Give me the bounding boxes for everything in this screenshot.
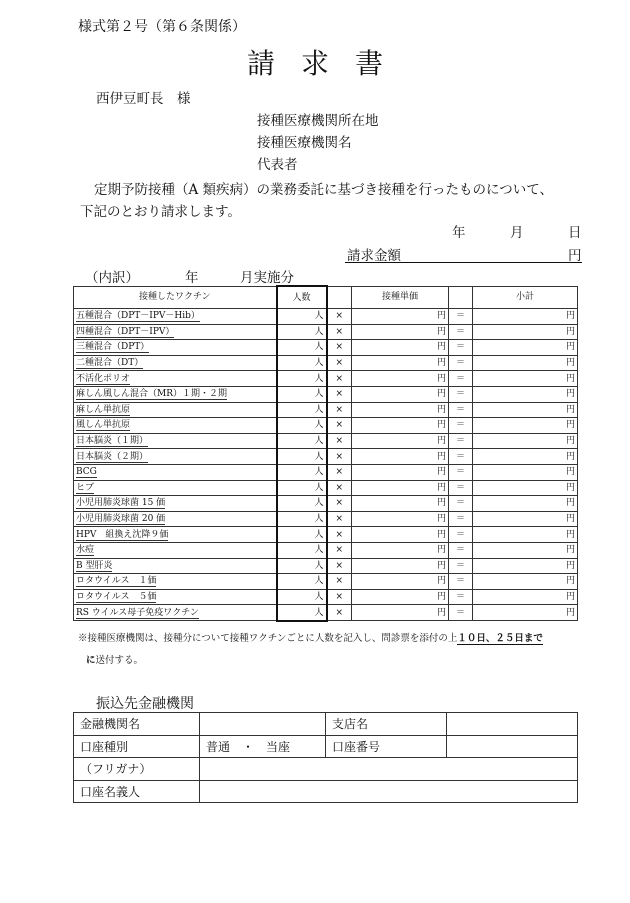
- subtotal-cell[interactable]: 円: [473, 480, 578, 496]
- account-number-label: 口座番号: [326, 735, 447, 758]
- bank-branch-field[interactable]: [447, 713, 578, 736]
- vaccine-name: ロタウイルス ５価: [74, 589, 277, 605]
- header-persons: 人数: [277, 286, 327, 309]
- note-line-2: に送付する。: [86, 655, 144, 666]
- multiply-sign: ×: [327, 371, 352, 387]
- breakdown-year: 年: [185, 270, 199, 286]
- multiply-sign: ×: [327, 574, 352, 590]
- subtotal-cell[interactable]: 円: [473, 527, 578, 543]
- form-number: 様式第２号（第６条関係）: [78, 19, 246, 35]
- header-unit-price: 接種単価: [352, 286, 449, 309]
- table-row: [74, 574, 578, 590]
- subtotal-cell[interactable]: 円: [473, 340, 578, 356]
- multiply-sign: ×: [327, 324, 352, 340]
- subtotal-cell[interactable]: 円: [473, 433, 578, 449]
- table-row: [74, 402, 578, 418]
- equals-sign: ＝: [449, 309, 473, 325]
- equals-sign: ＝: [449, 324, 473, 340]
- persons-cell[interactable]: 人: [277, 480, 327, 496]
- equals-sign: ＝: [449, 527, 473, 543]
- vaccine-name: BCG: [74, 464, 277, 480]
- persons-cell[interactable]: 人: [277, 449, 327, 465]
- date-day: 日: [568, 225, 582, 241]
- vaccine-name: 麻しん単抗原: [74, 402, 277, 418]
- table-row: [74, 496, 578, 512]
- unit-price-cell[interactable]: 円: [352, 449, 449, 465]
- table-row: [74, 464, 578, 480]
- header-subtotal: 小計: [473, 286, 578, 309]
- claim-amount-unit: 円: [568, 248, 582, 264]
- multiply-sign: ×: [327, 480, 352, 496]
- vaccine-name: RS ウイルス母子免疫ワクチン: [74, 605, 277, 621]
- request-text-line-1: 定期予防接種（A 類疾病）の業務委託に基づき接種を行ったものについて、: [94, 182, 553, 198]
- claim-amount-label: 請求金額: [347, 248, 401, 264]
- subtotal-cell[interactable]: 円: [473, 574, 578, 590]
- unit-price-cell[interactable]: 円: [352, 558, 449, 574]
- subtotal-cell[interactable]: 円: [473, 386, 578, 402]
- page-title: 請求書: [246, 47, 409, 80]
- equals-sign: ＝: [449, 355, 473, 371]
- bank-table: [73, 712, 578, 803]
- subtotal-cell[interactable]: 円: [473, 355, 578, 371]
- multiply-sign: ×: [327, 542, 352, 558]
- persons-cell[interactable]: 人: [277, 605, 327, 621]
- subtotal-cell[interactable]: 円: [473, 558, 578, 574]
- equals-sign: ＝: [449, 449, 473, 465]
- subtotal-cell[interactable]: 円: [473, 402, 578, 418]
- unit-price-cell[interactable]: 円: [352, 371, 449, 387]
- equals-sign: ＝: [449, 480, 473, 496]
- vaccine-name: 日本脳炎（１期）: [74, 433, 277, 449]
- claim-amount-line[interactable]: [345, 262, 582, 263]
- multiply-sign: ×: [327, 309, 352, 325]
- unit-price-cell[interactable]: 円: [352, 340, 449, 356]
- unit-price-cell[interactable]: 円: [352, 605, 449, 621]
- persons-cell[interactable]: 人: [277, 511, 327, 527]
- subtotal-cell[interactable]: 円: [473, 309, 578, 325]
- bank-institution-label: 金融機関名: [74, 713, 200, 736]
- equals-sign: ＝: [449, 496, 473, 512]
- multiply-sign: ×: [327, 433, 352, 449]
- unit-price-cell[interactable]: 円: [352, 386, 449, 402]
- furigana-field[interactable]: [200, 758, 578, 781]
- vaccine-name: 水痘: [74, 542, 277, 558]
- vaccine-name: 小児用肺炎球菌 20 価: [74, 511, 277, 527]
- multiply-sign: ×: [327, 402, 352, 418]
- unit-price-cell[interactable]: 円: [352, 464, 449, 480]
- table-row: [74, 558, 578, 574]
- request-text-line-2: 下記のとおり請求します。: [80, 204, 241, 220]
- account-type-options[interactable]: 普通 ・ 当座: [200, 735, 326, 758]
- persons-cell[interactable]: 人: [277, 309, 327, 325]
- table-row: [74, 324, 578, 340]
- breakdown-label: （内訳）: [85, 270, 139, 286]
- addressee: 西伊豆町長 様: [96, 91, 191, 107]
- subtotal-cell[interactable]: 円: [473, 418, 578, 434]
- multiply-sign: ×: [327, 589, 352, 605]
- account-number-field[interactable]: [447, 735, 578, 758]
- subtotal-cell[interactable]: 円: [473, 464, 578, 480]
- vaccine-table: [73, 285, 578, 622]
- equals-sign: ＝: [449, 418, 473, 434]
- vaccine-name: 四種混合（DPT－IPV）: [74, 324, 277, 340]
- unit-price-cell[interactable]: 円: [352, 433, 449, 449]
- table-row: [74, 340, 578, 356]
- persons-cell[interactable]: 人: [277, 386, 327, 402]
- equals-sign: ＝: [449, 433, 473, 449]
- unit-price-cell[interactable]: 円: [352, 324, 449, 340]
- note-line-1: ※接種医療機関は、接種分について接種ワクチンごとに人数を記入し、問診票を添付の上１０日、２５日まで: [78, 633, 543, 644]
- unit-price-cell[interactable]: 円: [352, 527, 449, 543]
- persons-cell[interactable]: 人: [277, 402, 327, 418]
- account-holder-label: 口座名義人: [74, 780, 200, 803]
- table-row: [74, 418, 578, 434]
- unit-price-cell[interactable]: 円: [352, 355, 449, 371]
- unit-price-cell[interactable]: 円: [352, 542, 449, 558]
- bank-section-title: 振込先金融機関: [96, 696, 194, 712]
- persons-cell[interactable]: 人: [277, 418, 327, 434]
- vaccine-name: 三種混合（DPT）: [74, 340, 277, 356]
- account-type-label: 口座種別: [74, 735, 200, 758]
- subtotal-cell[interactable]: 円: [473, 542, 578, 558]
- subtotal-cell[interactable]: 円: [473, 371, 578, 387]
- equals-sign: ＝: [449, 542, 473, 558]
- persons-cell[interactable]: 人: [277, 589, 327, 605]
- unit-price-cell[interactable]: 円: [352, 496, 449, 512]
- vaccine-name: HPV 組換え沈降９価: [74, 527, 277, 543]
- vaccine-table-header: [74, 286, 578, 309]
- persons-cell[interactable]: 人: [277, 496, 327, 512]
- date-month: 月: [510, 225, 524, 241]
- multiply-sign: ×: [327, 355, 352, 371]
- table-row: [74, 371, 578, 387]
- table-row: [74, 309, 578, 325]
- subtotal-cell[interactable]: 円: [473, 605, 578, 621]
- multiply-sign: ×: [327, 496, 352, 512]
- multiply-sign: ×: [327, 464, 352, 480]
- table-row: [74, 511, 578, 527]
- persons-cell[interactable]: 人: [277, 355, 327, 371]
- persons-cell[interactable]: 人: [277, 574, 327, 590]
- subtotal-cell[interactable]: 円: [473, 511, 578, 527]
- subtotal-cell[interactable]: 円: [473, 589, 578, 605]
- breakdown-month-label: 月実施分: [240, 270, 294, 286]
- table-row: [74, 433, 578, 449]
- multiply-sign: ×: [327, 527, 352, 543]
- vaccine-name: ロタウイルス １価: [74, 574, 277, 590]
- representative-label: 代表者: [257, 157, 298, 173]
- table-row: [74, 355, 578, 371]
- persons-cell[interactable]: 人: [277, 542, 327, 558]
- equals-sign: ＝: [449, 386, 473, 402]
- vaccine-name: 日本脳炎（２期）: [74, 449, 277, 465]
- vaccine-name: 麻しん風しん混合（MR）１期・２期: [74, 386, 277, 402]
- vaccine-name: 風しん単抗原: [74, 418, 277, 434]
- persons-cell[interactable]: 人: [277, 527, 327, 543]
- multiply-sign: ×: [327, 605, 352, 621]
- table-row: [74, 542, 578, 558]
- bank-institution-field[interactable]: [200, 713, 326, 736]
- vaccine-name: 五種混合（DPT－IPV－Hib）: [74, 309, 277, 325]
- equals-sign: ＝: [449, 558, 473, 574]
- unit-price-cell[interactable]: 円: [352, 589, 449, 605]
- vaccine-name: 小児用肺炎球菌 15 価: [74, 496, 277, 512]
- date-year: 年: [452, 225, 466, 241]
- subtotal-cell[interactable]: 円: [473, 324, 578, 340]
- unit-price-cell[interactable]: 円: [352, 418, 449, 434]
- table-row: [74, 480, 578, 496]
- persons-cell[interactable]: 人: [277, 433, 327, 449]
- unit-price-cell[interactable]: 円: [352, 402, 449, 418]
- unit-price-cell[interactable]: 円: [352, 574, 449, 590]
- equals-sign: ＝: [449, 340, 473, 356]
- table-row: [74, 386, 578, 402]
- multiply-sign: ×: [327, 558, 352, 574]
- unit-price-cell[interactable]: 円: [352, 309, 449, 325]
- equals-sign: ＝: [449, 574, 473, 590]
- multiply-sign: ×: [327, 340, 352, 356]
- multiply-sign: ×: [327, 418, 352, 434]
- institution-address-label: 接種医療機関所在地: [257, 113, 379, 129]
- equals-sign: ＝: [449, 511, 473, 527]
- persons-cell[interactable]: 人: [277, 464, 327, 480]
- persons-cell[interactable]: 人: [277, 324, 327, 340]
- vaccine-name: ヒブ: [74, 480, 277, 496]
- unit-price-cell[interactable]: 円: [352, 511, 449, 527]
- equals-sign: ＝: [449, 371, 473, 387]
- vaccine-name: B 型肝炎: [74, 558, 277, 574]
- account-holder-field[interactable]: [200, 780, 578, 803]
- institution-name-label: 接種医療機関名: [257, 135, 352, 151]
- equals-sign: ＝: [449, 605, 473, 621]
- equals-sign: ＝: [449, 464, 473, 480]
- header-blank-1: [327, 286, 352, 309]
- bank-branch-label: 支店名: [326, 713, 447, 736]
- subtotal-cell[interactable]: 円: [473, 449, 578, 465]
- table-row: [74, 589, 578, 605]
- header-vaccine: 接種したワクチン: [74, 286, 277, 309]
- furigana-label: （フリガナ）: [74, 758, 200, 781]
- table-row: [74, 449, 578, 465]
- header-blank-2: [449, 286, 473, 309]
- equals-sign: ＝: [449, 589, 473, 605]
- vaccine-name: 二種混合（DT）: [74, 355, 277, 371]
- multiply-sign: ×: [327, 449, 352, 465]
- persons-cell[interactable]: 人: [277, 371, 327, 387]
- table-row: [74, 527, 578, 543]
- vaccine-name: 不活化ポリオ: [74, 371, 277, 387]
- equals-sign: ＝: [449, 402, 473, 418]
- multiply-sign: ×: [327, 386, 352, 402]
- subtotal-cell[interactable]: 円: [473, 496, 578, 512]
- persons-cell[interactable]: 人: [277, 340, 327, 356]
- multiply-sign: ×: [327, 511, 352, 527]
- unit-price-cell[interactable]: 円: [352, 480, 449, 496]
- table-row: [74, 605, 578, 621]
- persons-cell[interactable]: 人: [277, 558, 327, 574]
